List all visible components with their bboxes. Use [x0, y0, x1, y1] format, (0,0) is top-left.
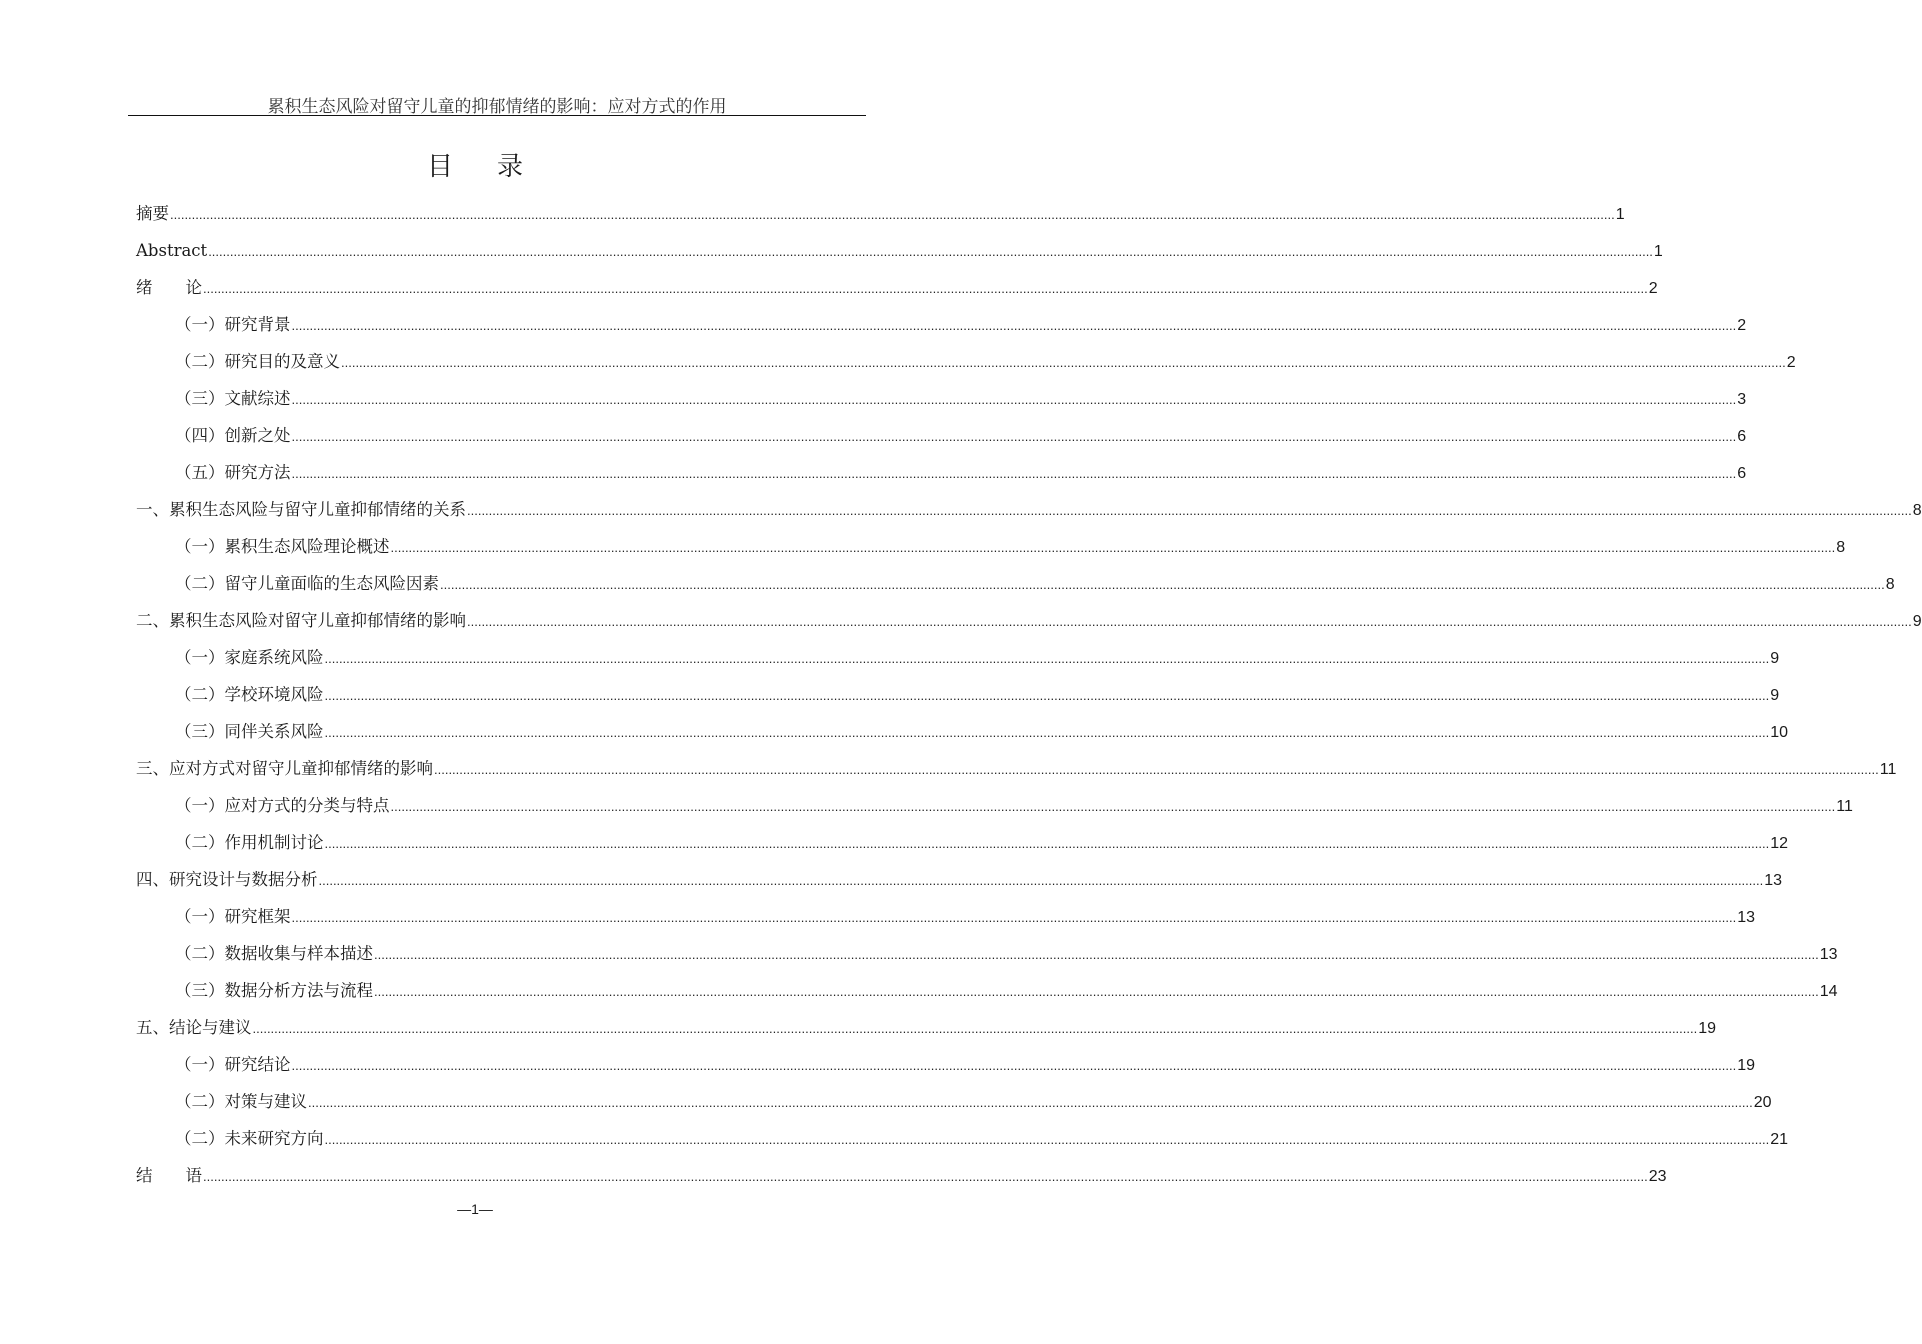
- toc-entry[interactable]: [136, 713, 1789, 750]
- toc-entry[interactable]: [136, 1120, 1789, 1157]
- toc-entry-page: 21: [1770, 1131, 1789, 1148]
- toc-entry-page: 9: [1912, 613, 1922, 630]
- toc-entry-page: 3: [1737, 391, 1747, 408]
- toc-entry-label: （一）累积生态风险理论概述: [175, 537, 390, 556]
- toc-dot-leader: ................................................................................................................................................................................................................................................................................................................................................................................................................: [308, 1095, 1753, 1110]
- toc-entry[interactable]: [136, 491, 1922, 528]
- toc-entry-page: 9: [1770, 687, 1780, 704]
- toc-dot-leader: ................................................................................................................................................................................................................................................................................................................................................................................................................: [291, 318, 1737, 333]
- toc-entry-label: （二）对策与建议: [175, 1092, 307, 1111]
- toc-entry[interactable]: [136, 787, 1853, 824]
- toc-entry-page: 9: [1770, 650, 1780, 667]
- toc-dot-leader: ................................................................................................................................................................................................................................................................................................................................................................................................................: [390, 540, 1836, 555]
- toc-entry[interactable]: [136, 343, 1796, 380]
- toc-dot-leader: ................................................................................................................................................................................................................................................................................................................................................................................................................: [203, 281, 1648, 296]
- toc-entry[interactable]: [136, 269, 1658, 306]
- table-of-contents: [136, 195, 1922, 1194]
- toc-dot-leader: ................................................................................................................................................................................................................................................................................................................................................................................................................: [467, 614, 1912, 629]
- toc-dot-leader: ................................................................................................................................................................................................................................................................................................................................................................................................................: [324, 688, 1770, 703]
- toc-entry-label: 四、研究设计与数据分析: [136, 870, 318, 889]
- toc-entry-page: 13: [1737, 909, 1756, 926]
- toc-entry[interactable]: [136, 1083, 1772, 1120]
- toc-dot-leader: ................................................................................................................................................................................................................................................................................................................................................................................................................: [324, 725, 1770, 740]
- toc-dot-leader: ................................................................................................................................................................................................................................................................................................................................................................................................................: [318, 873, 1764, 888]
- toc-entry-page: 2: [1648, 280, 1658, 297]
- toc-entry[interactable]: [136, 824, 1789, 861]
- running-header: 累积生态风险对留守儿童的抑郁情绪的影响：应对方式的作用: [267, 97, 727, 117]
- toc-entry-label: Abstract: [136, 241, 208, 260]
- toc-entry-label: 绪 论: [136, 278, 202, 297]
- toc-entry-page: 8: [1912, 502, 1922, 519]
- toc-dot-leader: ................................................................................................................................................................................................................................................................................................................................................................................................................: [341, 355, 1786, 370]
- toc-entry-label: （二）留守儿童面临的生态风险因素: [175, 574, 439, 593]
- toc-dot-leader: ................................................................................................................................................................................................................................................................................................................................................................................................................: [390, 799, 1836, 814]
- toc-dot-leader: ................................................................................................................................................................................................................................................................................................................................................................................................................: [440, 577, 1885, 592]
- toc-entry[interactable]: [136, 861, 1783, 898]
- toc-dot-leader: ................................................................................................................................................................................................................................................................................................................................................................................................................: [434, 762, 1879, 777]
- toc-entry-page: 12: [1770, 835, 1789, 852]
- toc-entry-label: （五）研究方法: [175, 463, 291, 482]
- toc-dot-leader: ................................................................................................................................................................................................................................................................................................................................................................................................................: [291, 392, 1737, 407]
- toc-entry-label: （三）文献综述: [175, 389, 291, 408]
- header-divider: [128, 115, 866, 116]
- toc-entry[interactable]: [136, 195, 1625, 232]
- toc-entry[interactable]: [136, 232, 1663, 269]
- toc-dot-leader: ................................................................................................................................................................................................................................................................................................................................................................................................................: [374, 947, 1819, 962]
- toc-dot-leader: ................................................................................................................................................................................................................................................................................................................................................................................................................: [324, 836, 1770, 851]
- toc-entry-page: 2: [1786, 354, 1796, 371]
- toc-entry-label: （一）研究框架: [175, 907, 291, 926]
- toc-entry-label: （三）数据分析方法与流程: [175, 981, 373, 1000]
- toc-entry-page: 2: [1737, 317, 1747, 334]
- toc-entry-page: 19: [1737, 1057, 1756, 1074]
- toc-dot-leader: ................................................................................................................................................................................................................................................................................................................................................................................................................: [291, 1058, 1737, 1073]
- toc-entry[interactable]: [136, 528, 1846, 565]
- toc-entry-page: 8: [1836, 539, 1846, 556]
- toc-entry[interactable]: [136, 750, 1897, 787]
- toc-entry-label: 结 语: [136, 1166, 202, 1185]
- toc-entry-label: （三）同伴关系风险: [175, 722, 324, 741]
- toc-entry-label: 摘要: [136, 204, 169, 223]
- toc-entry-page: 6: [1737, 428, 1747, 445]
- toc-entry[interactable]: [136, 454, 1747, 491]
- toc-entry[interactable]: [136, 972, 1838, 1009]
- toc-entry[interactable]: [136, 676, 1780, 713]
- toc-entry-label: 三、应对方式对留守儿童抑郁情绪的影响: [136, 759, 433, 778]
- toc-entry-page: 1: [1615, 206, 1625, 223]
- toc-entry-label: （二）作用机制讨论: [175, 833, 324, 852]
- toc-entry-label: （一）研究结论: [175, 1055, 291, 1074]
- toc-entry-page: 14: [1819, 983, 1838, 1000]
- toc-dot-leader: ................................................................................................................................................................................................................................................................................................................................................................................................................: [291, 910, 1737, 925]
- toc-entry-page: 13: [1764, 872, 1783, 889]
- toc-entry-label: （一）研究背景: [175, 315, 291, 334]
- toc-entry-label: （二）未来研究方向: [175, 1129, 324, 1148]
- toc-entry-label: （二）研究目的及意义: [175, 352, 340, 371]
- toc-entry[interactable]: [136, 898, 1756, 935]
- toc-entry[interactable]: [136, 1046, 1756, 1083]
- toc-entry-page: 19: [1698, 1020, 1717, 1037]
- toc-entry[interactable]: [136, 639, 1780, 676]
- toc-entry-page: 11: [1879, 761, 1897, 778]
- toc-entry[interactable]: [136, 565, 1895, 602]
- toc-entry-page: 8: [1885, 576, 1895, 593]
- toc-entry-page: 10: [1770, 724, 1789, 741]
- toc-entry-page: 20: [1753, 1094, 1772, 1111]
- toc-dot-leader: ................................................................................................................................................................................................................................................................................................................................................................................................................: [324, 651, 1770, 666]
- toc-dot-leader: ................................................................................................................................................................................................................................................................................................................................................................................................................: [324, 1132, 1770, 1147]
- toc-dot-leader: ................................................................................................................................................................................................................................................................................................................................................................................................................: [170, 207, 1615, 222]
- toc-entry[interactable]: [136, 602, 1922, 639]
- page-title: 目录: [426, 152, 567, 182]
- toc-dot-leader: ................................................................................................................................................................................................................................................................................................................................................................................................................: [291, 429, 1737, 444]
- toc-entry-label: （一）应对方式的分类与特点: [175, 796, 390, 815]
- toc-entry-page: 1: [1653, 243, 1663, 260]
- toc-dot-leader: ................................................................................................................................................................................................................................................................................................................................................................................................................: [291, 466, 1737, 481]
- toc-entry[interactable]: [136, 380, 1747, 417]
- toc-entry-label: （二）数据收集与样本描述: [175, 944, 373, 963]
- toc-entry-label: 五、结论与建议: [136, 1018, 252, 1037]
- toc-entry[interactable]: [136, 1157, 1667, 1194]
- toc-dot-leader: ................................................................................................................................................................................................................................................................................................................................................................................................................: [208, 244, 1653, 259]
- page-number: —1—: [457, 1201, 493, 1217]
- toc-dot-leader: ................................................................................................................................................................................................................................................................................................................................................................................................................: [252, 1021, 1698, 1036]
- toc-entry-label: （一）家庭系统风险: [175, 648, 324, 667]
- toc-entry[interactable]: [136, 306, 1747, 343]
- toc-entry-page: 23: [1648, 1168, 1667, 1185]
- toc-dot-leader: ................................................................................................................................................................................................................................................................................................................................................................................................................: [374, 984, 1819, 999]
- toc-entry[interactable]: [136, 1009, 1717, 1046]
- toc-entry[interactable]: [136, 935, 1838, 972]
- toc-entry-label: 一、累积生态风险与留守儿童抑郁情绪的关系: [136, 500, 466, 519]
- toc-entry[interactable]: [136, 417, 1747, 454]
- toc-entry-label: 二、累积生态风险对留守儿童抑郁情绪的影响: [136, 611, 466, 630]
- toc-entry-page: 6: [1737, 465, 1747, 482]
- toc-dot-leader: ................................................................................................................................................................................................................................................................................................................................................................................................................: [467, 503, 1912, 518]
- toc-dot-leader: ................................................................................................................................................................................................................................................................................................................................................................................................................: [203, 1169, 1648, 1184]
- toc-entry-page: 11: [1836, 798, 1853, 815]
- toc-entry-label: （二）学校环境风险: [175, 685, 324, 704]
- toc-entry-page: 13: [1819, 946, 1838, 963]
- toc-entry-label: （四）创新之处: [175, 426, 291, 445]
